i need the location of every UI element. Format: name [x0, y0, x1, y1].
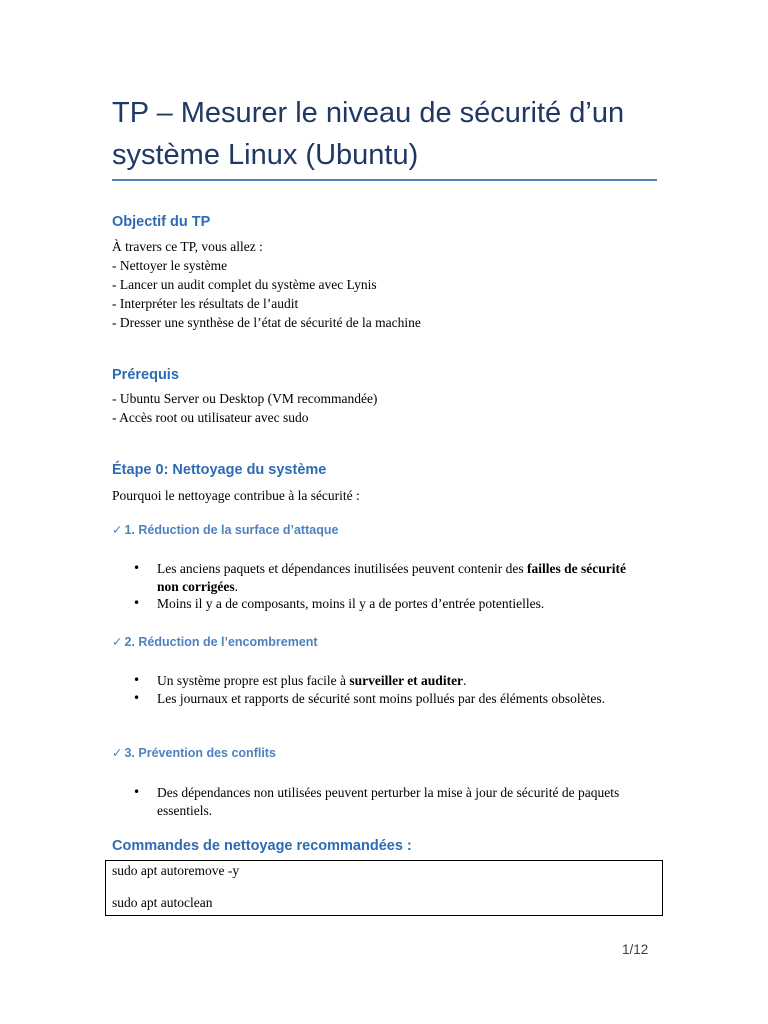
- section-2-title: [112, 634, 318, 649]
- bullet-text: Un système propre est plus facile à: [157, 673, 350, 688]
- commandes-heading: Commandes de nettoyage recommandées :: [112, 838, 412, 854]
- bullet-item: [133, 595, 633, 613]
- bullet-text: .: [234, 578, 238, 594]
- objectif-line: - Interpréter les résultats de l’audit: [112, 296, 299, 311]
- title-line-1: TP – Mesurer le niveau de sécurité d’un: [112, 97, 625, 129]
- section-2-bullets: [133, 672, 633, 707]
- section-1-title: [112, 522, 338, 537]
- section-1-bullets: [133, 560, 633, 613]
- objectif-line: À travers ce TP, vous allez :: [112, 239, 263, 254]
- title-line-2: système Linux (Ubuntu): [112, 139, 419, 171]
- bullet-text: .: [463, 673, 467, 688]
- bullet-text: Moins il y a de composants, moins il y a de portes d’entrée potentielles.: [157, 596, 545, 611]
- prerequis-list: [112, 389, 377, 427]
- section-3-bullets: [133, 784, 633, 819]
- check-icon: ✓: [112, 634, 123, 649]
- objectif-list: [112, 237, 421, 332]
- prerequis-line: - Accès root ou utilisateur avec sudo: [112, 410, 309, 425]
- bullet-bold-text: surveiller et auditer: [349, 673, 464, 688]
- etape0-heading: Étape 0: Nettoyage du système: [112, 462, 327, 478]
- command-line: sudo apt autoclean: [112, 895, 213, 910]
- objectif-line: - Dresser une synthèse de l’état de sécurité de la machine: [112, 315, 421, 330]
- bullet-item: [133, 560, 633, 595]
- bullet-text: Les anciens paquets et dépendances inutilisées peuvent contenir des: [157, 561, 527, 576]
- section-2-title-text: 2. Réduction de l’encombrement: [124, 635, 318, 649]
- bullet-bold-text: failles de sécurité non corrigées: [157, 561, 626, 594]
- objectif-heading: Objectif du TP: [112, 214, 211, 230]
- prerequis-heading: Prérequis: [112, 367, 179, 383]
- command-line: sudo apt autoremove -y: [112, 863, 240, 878]
- etape0-intro-block: [112, 486, 360, 505]
- bullet-text: Les journaux et rapports de sécurité sont moins pollués par des éléments obsolètes.: [157, 690, 606, 706]
- bullet-text: Des dépendances non utilisées peuvent perturber la mise à jour de sécurité de paquets essentiels.: [157, 785, 620, 818]
- bullet-item: [133, 784, 633, 819]
- check-icon: ✓: [112, 745, 123, 760]
- objectif-line: - Lancer un audit complet du système avec Lynis: [112, 277, 377, 292]
- document-title: [112, 92, 672, 176]
- section-3-title: [112, 745, 276, 760]
- section-3-title-text: 3. Prévention des conflits: [124, 746, 276, 760]
- title-underline-rule: [112, 179, 657, 181]
- bullet-item: [133, 690, 633, 708]
- bullet-item: [133, 672, 633, 690]
- prerequis-line: - Ubuntu Server ou Desktop (VM recommandée): [112, 391, 378, 406]
- objectif-line: - Nettoyer le système: [112, 258, 228, 273]
- check-icon: ✓: [112, 522, 123, 537]
- commands-code-box: [105, 860, 663, 916]
- page-number: 1/12: [622, 942, 649, 957]
- etape0-intro: Pourquoi le nettoyage contribue à la sécurité :: [112, 488, 360, 503]
- section-1-title-text: 1. Réduction de la surface d’attaque: [124, 523, 339, 537]
